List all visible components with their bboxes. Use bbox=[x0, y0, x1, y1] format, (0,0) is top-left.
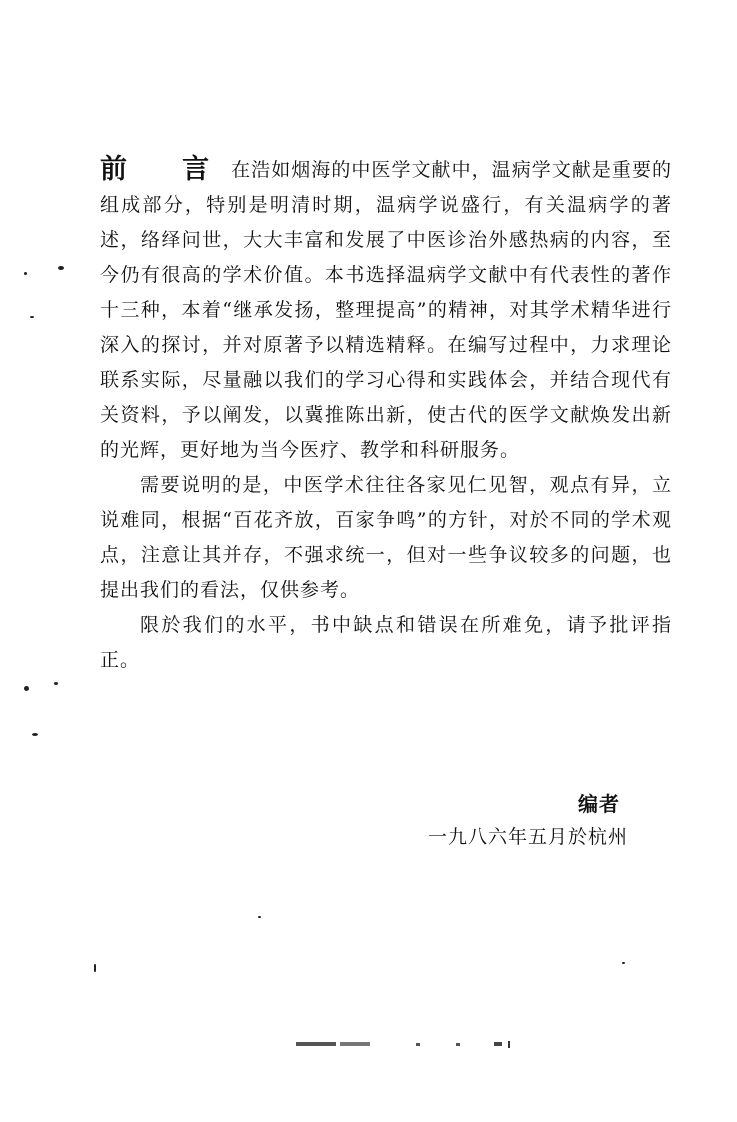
scan-speck bbox=[30, 316, 34, 318]
scan-speck bbox=[58, 266, 64, 270]
scan-speck bbox=[32, 733, 38, 736]
scan-speck bbox=[24, 272, 27, 275]
preface-paragraph-1 bbox=[100, 152, 672, 468]
signature-author: 编者 bbox=[578, 792, 620, 816]
preface-paragraph-1-text: 在浩如烟海的中医学文献中，温病学文献是重要的组成部分，特别是明清时期，温病学说盛行，有关温病学的著述，络绎问世，大大丰富和发展了中医诊治外感热病的内容，至今仍有很高的学术价值。本书选择温病学文献中有代表性的著作十三种，本着“继承发扬，整理提高”的精神，对其学术精华进行深入的探讨，并对原著予以精选精释。在编写过程中，力求理论联系实际，尽量融以我们的学习心得和实践体会，并结合现代有关资料，予以阐发，以冀推陈出新，使古代的医学文献焕发出新的光辉，更好地为当今医疗、教学和科研服务。 bbox=[100, 159, 672, 461]
preface-paragraph-3: 限於我们的水平，书中缺点和错误在所难免，请予批评指正。 bbox=[100, 614, 672, 671]
preface-body bbox=[100, 152, 672, 678]
scan-speck bbox=[258, 916, 261, 918]
scan-speck bbox=[24, 686, 29, 691]
preface-paragraph-2: 需要说明的是，中医学术往往各家见仁见智，观点有异，立说难同，根据“百花齐放，百家争鸣”的方针，对於不同的学术观点，注意让其并存，不强求统一，但对一些争议较多的问题，也提出我们的看法，仅供参考。 bbox=[100, 474, 672, 601]
scan-speck bbox=[94, 964, 96, 972]
scan-footer-artifact bbox=[296, 1040, 516, 1050]
signature-date: 一九八六年五月於杭州 bbox=[428, 826, 629, 848]
scan-speck bbox=[54, 682, 58, 685]
scan-speck bbox=[622, 962, 625, 964]
preface-title: 前 言 bbox=[100, 154, 224, 185]
